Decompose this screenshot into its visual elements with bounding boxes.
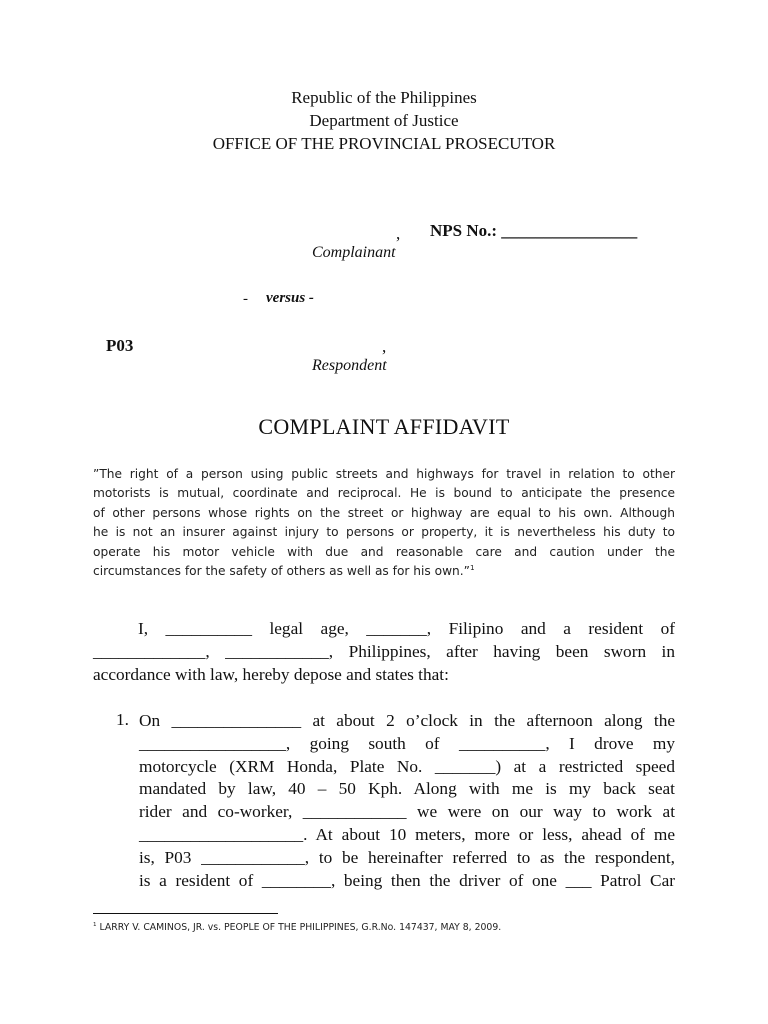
item-line: motorcycle (XRM Honda, Plate No. _______) at a restricted speed [139, 756, 675, 776]
header-republic: Republic of the Philippines [291, 88, 477, 107]
quote-line: operate his motor vehicle with due and reasonable care and caution under the [93, 544, 675, 559]
item-1-paragraph [139, 710, 675, 892]
item-line: _________________, going south of __________, I drove my [139, 733, 675, 753]
quote-line: motorists is mutual, coordinate and reciprocal. He is bound to anticipate the presence [93, 486, 675, 501]
respondent-label: Respondent [312, 357, 387, 374]
header-office: OFFICE OF THE PROVINCIAL PROSECUTOR [212, 134, 556, 153]
complainant-label: Complainant [312, 244, 396, 261]
versus-label: versus - [266, 290, 314, 306]
intro-line: I, __________ legal age, _______, Filipino and a resident of [138, 619, 675, 638]
footnote [93, 922, 501, 933]
header-department: Department of Justice [309, 111, 459, 130]
footnote-mark: 1 [93, 921, 97, 928]
footnote-text: LARRY V. CAMINOS, JR. vs. PEOPLE OF THE PHILIPPINES, G.R.No. 147437, MAY 8, 2009. [99, 922, 502, 933]
quote-line-text: circumstances for the safety of others as well as for his own.” [93, 563, 470, 578]
versus-dash: - [243, 291, 248, 307]
item-line: is, P03 ____________, to be hereinafter referred to as the respondent, [139, 847, 675, 867]
nps-number-label: NPS No.: ________________ [430, 221, 638, 240]
document-title: COMPLAINT AFFIDAVIT [258, 414, 510, 439]
respondent-prefix: P03 [106, 336, 134, 355]
item-number: 1. [116, 710, 129, 729]
intro-line: accordance with law, hereby depose and states that: [93, 664, 449, 684]
respondent-comma: , [382, 337, 387, 356]
item-line: mandated by law, 40 – 50 Kph. Along with me is my back seat [139, 779, 675, 799]
quote-line: ”The right of a person using public streets and highways for travel in relation to other [93, 467, 675, 481]
quote-footnote-mark: 1 [469, 562, 475, 572]
epigraph-quote [93, 465, 675, 581]
quote-line: of other persons whose rights on the street or highway are equal to his own. Although [93, 505, 675, 520]
complainant-comma: , [396, 224, 401, 243]
quote-line: he is not an insurer against injury to persons or property, it is nevertheless his duty to [93, 525, 675, 540]
quote-line-last [93, 562, 675, 581]
item-line: On _______________ at about 2 o’clock in the afternoon along the [139, 711, 675, 730]
intro-paragraph [93, 618, 675, 686]
footnote-separator [93, 913, 278, 914]
item-line: is a resident of ________, being then the driver of one ___ Patrol Car [139, 870, 675, 890]
intro-line: _____________, ____________, Philippines, after having been sworn in [93, 641, 675, 661]
item-line: ___________________. At about 10 meters, more or less, ahead of me [139, 824, 675, 844]
item-line: rider and co-worker, ____________ we were on our way to work at [139, 802, 675, 822]
